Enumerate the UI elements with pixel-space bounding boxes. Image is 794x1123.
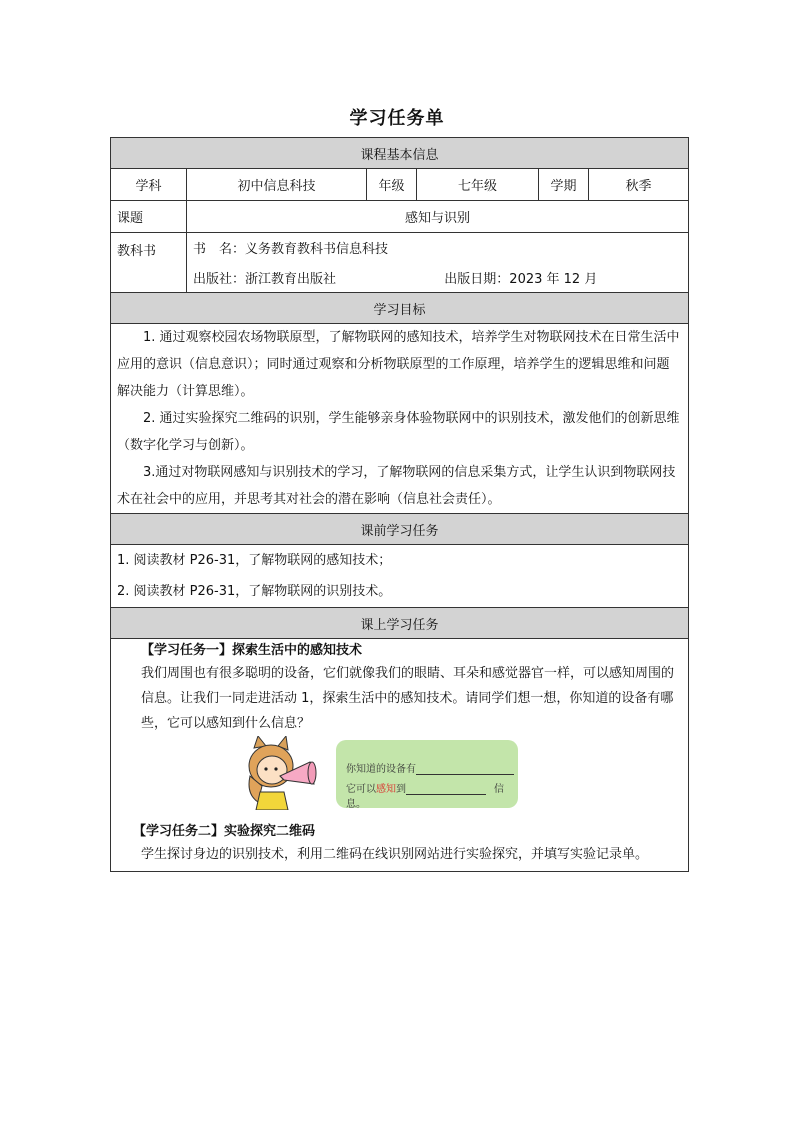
task1-body: 我们周围也有很多聪明的设备，它们就像我们的眼睛、耳朵和感觉器官一样，可以感知周围的信息。让我们一同走进活动 1，探索生活中的感知技术。请同学们想一想，你知道的设备有哪些，它可以感知到什么信息？ — [141, 666, 675, 731]
grade-label: 年级 — [367, 169, 417, 201]
textbook-label: 教科书 — [111, 233, 187, 293]
goal-item: 2. 通过实验探究二维码的识别，学生能够亲身体验物联网中的识别技术，激发他们的创新思维（数字化学习与创新）。 — [117, 411, 680, 453]
bubble-text: 你知道的设备有 — [346, 764, 416, 775]
bubble-text: 信息。 — [346, 784, 504, 810]
question-bubble — [336, 740, 518, 808]
page-title: 学习任务单 — [349, 108, 445, 129]
grade-value: 七年级 — [417, 169, 539, 201]
bubble-text: 它可以 — [346, 784, 376, 795]
bubble-line-2 — [346, 780, 518, 810]
pre-task-item: 1. 阅读教材 P26-31，了解物联网的感知技术； — [117, 553, 392, 568]
pre-tasks-cell — [111, 545, 689, 608]
class-tasks-cell — [111, 639, 689, 872]
bubble-text: 到 — [396, 784, 406, 795]
publish-date: 出版日期：2023 年 12 月 — [444, 271, 598, 287]
section-header-goals: 学习目标 — [111, 293, 689, 324]
task2-title: 【学习任务二】实验探究二维码 — [133, 824, 316, 839]
goals-cell — [111, 324, 689, 514]
topic-label: 课题 — [111, 201, 187, 233]
task1-title: 【学习任务一】探索生活中的感知技术 — [141, 643, 363, 658]
section-header-class-tasks: 课上学习任务 — [111, 608, 689, 639]
task-sheet-table — [110, 137, 689, 872]
section-header-pre-tasks: 课前学习任务 — [111, 514, 689, 545]
goal-item: 1. 通过观察校园农场物联原型，了解物联网的感知技术，培养学生对物联网技术在日常生活中应用的意识（信息意识）；同时通过观察和分析物联原型的工作原理，培养学生的逻辑思维和问题解决能力（计算思维）。 — [117, 330, 680, 399]
topic-value: 感知与识别 — [187, 201, 689, 233]
textbook-publisher-row — [187, 263, 689, 293]
section-header-basic: 课程基本信息 — [111, 138, 689, 169]
publisher: 出版社：浙江教育出版社 — [193, 271, 337, 287]
goal-item: 3.通过对物联网感知与识别技术的学习，了解物联网的信息采集方式，让学生认识到物联网技术在社会中的应用，并思考其对社会的潜在影响（信息社会责任）。 — [117, 465, 676, 507]
answer-blank — [416, 764, 514, 775]
pre-task-item: 2. 阅读教材 P26-31，了解物联网的识别技术。 — [117, 584, 392, 599]
textbook-name: 书 名：义务教育教科书信息科技 — [187, 233, 689, 263]
bubble-emphasis: 感知 — [376, 784, 396, 795]
term-label: 学期 — [539, 169, 589, 201]
term-value: 秋季 — [589, 169, 689, 201]
girl-megaphone-icon — [244, 736, 324, 810]
task2-body: 学生探讨身边的识别技术，利用二维码在线识别网站进行实验探究，并填写实验记录单。 — [141, 847, 649, 862]
subject-label: 学科 — [111, 169, 187, 201]
answer-blank — [406, 784, 486, 795]
bubble-line-1 — [346, 760, 514, 775]
illustration — [111, 736, 688, 822]
subject-value: 初中信息科技 — [187, 169, 367, 201]
